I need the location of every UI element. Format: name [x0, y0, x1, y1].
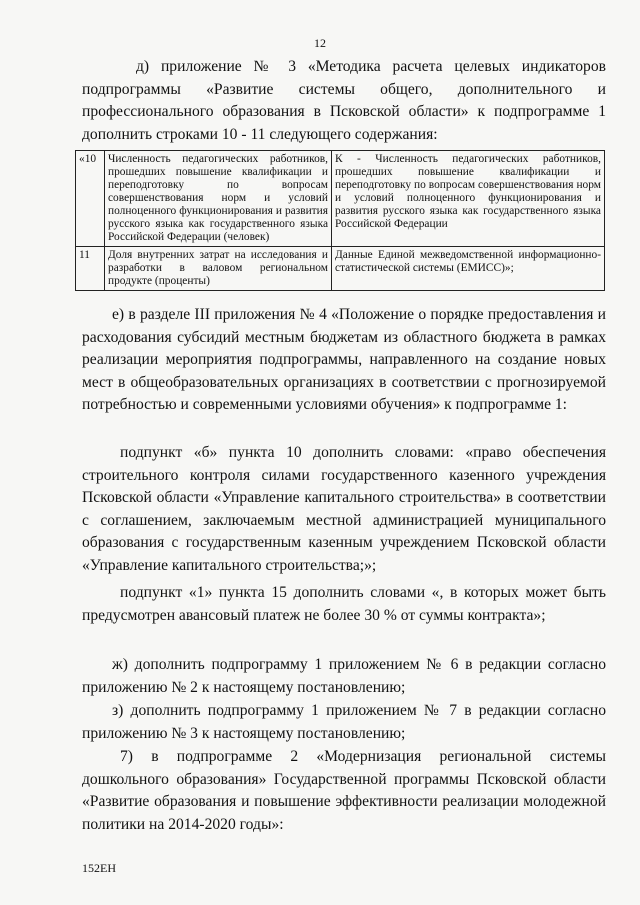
paragraph-7: 7) в подпрограмме 2 «Модернизация региональной системы дошкольного образования» Государственной программы Псковской области «Развитие образования и повышение эффективности реализации молодежной политики на 2014-2020 годы»:: [82, 748, 606, 833]
row-number: «10: [76, 151, 105, 247]
indicator-method: К - Численность педагогических работников, прошедших повышение квалификации и переподготовку по вопросам совершенствования норм и условий полноценного функционирования и развития русского языка как государственного языка Российской Федерации: [332, 151, 605, 247]
paragraph-zh: ж) дополнить подпрограмму 1 приложением № 6 в редакции согласно приложению № 2 к настоящему постановлению;: [82, 656, 606, 696]
page-number: 12: [314, 36, 326, 50]
row-number: 11: [76, 247, 105, 291]
paragraph-z: з) дополнить подпрограмму 1 приложением № 7 в редакции согласно приложению № 3 к настоящему постановлению;: [82, 702, 606, 742]
indicator-name: Численность педагогических работников, прошедших повышение квалификации и переподготовку по вопросам совершенствования норм и условий полноценного функционирования и развития русского языка как государственного языка Российской Федерации (человек): [105, 151, 332, 247]
paragraph-e: е) в разделе III приложения № 4 «Положение о порядке предоставления и расходования субсидий местным бюджетам из областного бюджета в рамках реализации мероприятия подпрограммы, направленного на создание новых мест в общеобразовательных организациях в соответствии с прогнозируемой потребностью и современными условиями обучения» к подпрограмме 1:: [82, 306, 606, 414]
paragraph-subpoint-b: подпункт «б» пункта 10 дополнить словами: «право обеспечения строительного контроля силами государственного казенного учреждения Псковской области «Управление капитального строительства» в соответствии с соглашением, заключаемым местной администрацией муниципального образования с государственным казенным учреждением Псковской области «Управление капитального строительства;»;: [82, 444, 606, 574]
footer-code: 152ЕН: [82, 861, 116, 875]
indicator-table: [75, 150, 605, 291]
indicator-method: Данные Единой межведомственной информационно-статистической системы (ЕМИСС)»;: [332, 247, 605, 291]
table-row: [76, 247, 605, 291]
table-row: [76, 151, 605, 247]
indicator-name: Доля внутренних затрат на исследования и разработки в валовом региональном продукте (проценты): [105, 247, 332, 291]
paragraph-subpoint-1: подпункт «1» пункта 15 дополнить словами «, в которых может быть предусмотрен авансовый платеж не более 30 % от суммы контракта»;: [82, 584, 606, 624]
intro-paragraph: д) приложение № 3 «Методика расчета целевых индикаторов подпрограммы «Развитие системы общего, дополнительного и профессионального образования в Псковской области» к подпрограмме 1 дополнить строками 10 - 11 следующего содержания:: [82, 58, 606, 143]
